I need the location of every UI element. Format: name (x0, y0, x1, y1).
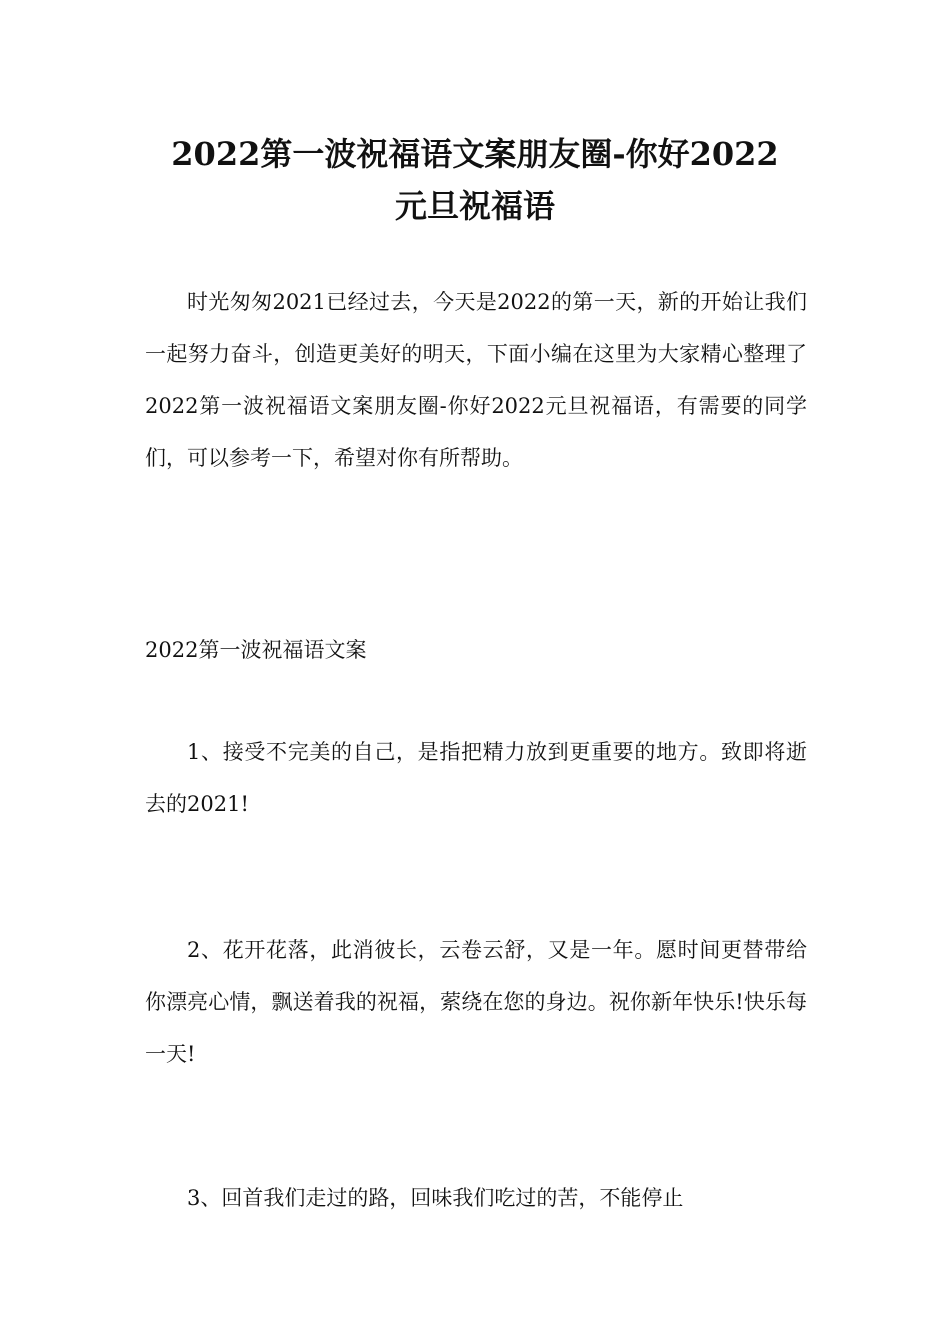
title-line-2: 元旦祝福语 (394, 187, 555, 225)
document-title (100, 128, 850, 232)
section-heading: 2022第一波祝福语文案 (145, 638, 367, 662)
list-item: 2、花开花落，此消彼长，云卷云舒，又是一年。愿时间更替带给你漂亮心情，飘送着我的祝福，萦绕在您的身边。祝你新年快乐!快乐每一天! (145, 938, 807, 1066)
title-line-1: 2022第一波祝福语文案朋友圈-你好2022 (171, 135, 779, 173)
intro-paragraph: 时光匆匆2021已经过去，今天是2022的第一天，新的开始让我们一起努力奋斗，创造更美好的明天，下面小编在这里为大家精心整理了2022第一波祝福语文案朋友圈-你好2022元旦祝福语，有需要的同学们，可以参考一下，希望对你有所帮助。 (145, 290, 807, 470)
list-item: 3、回首我们走过的路，回味我们吃过的苦，不能停止 (187, 1186, 684, 1210)
list-item: 1、接受不完美的自己，是指把精力放到更重要的地方。致即将逝去的2021! (145, 740, 807, 816)
